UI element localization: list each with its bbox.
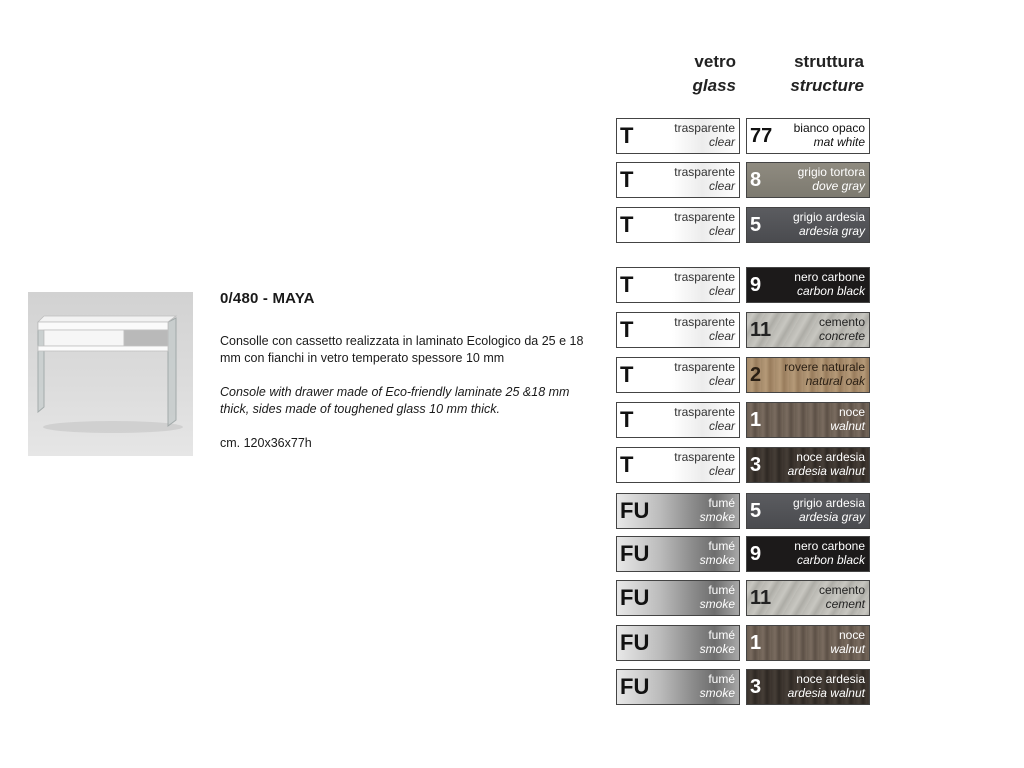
structure-name-italian: nero carbone: [794, 270, 865, 284]
structure-code: 77: [750, 125, 773, 147]
structure-code: 3: [750, 454, 762, 476]
structure-swatch: [746, 357, 870, 393]
finish-row: [616, 357, 870, 394]
glass-name-italian: trasparente: [674, 270, 735, 284]
structure-name-english: ardesia gray: [798, 510, 865, 524]
structure-name-italian: noce ardesia: [796, 672, 865, 686]
glass-code: T: [620, 317, 634, 342]
structure-swatch: [746, 669, 870, 705]
structure-code: 2: [750, 364, 762, 386]
glass-code: FU: [620, 585, 650, 610]
structure-name-english: dove gray: [812, 179, 865, 193]
structure-name-italian: nero carbone: [794, 539, 865, 553]
structure-code: 5: [750, 214, 762, 236]
glass-name-italian: trasparente: [674, 450, 735, 464]
glass-name-italian: trasparente: [674, 405, 735, 419]
glass-name-english: clear: [708, 464, 735, 478]
structure-name-english: cement: [825, 597, 865, 611]
structure-code: 1: [750, 632, 762, 654]
glass-name-english: clear: [708, 284, 735, 298]
structure-name-english: walnut: [830, 419, 865, 433]
glass-name-english: clear: [708, 224, 735, 238]
structure-name-italian: noce: [838, 405, 865, 419]
structure-header-italian: struttura: [794, 52, 864, 71]
finish-row: [616, 207, 870, 244]
glass-swatch: [616, 312, 740, 348]
finish-row: [616, 402, 870, 439]
structure-code: 5: [750, 500, 762, 522]
glass-code: FU: [620, 541, 650, 566]
glass-code: T: [620, 407, 634, 432]
finish-row: [616, 267, 870, 304]
finish-row: [616, 580, 870, 617]
structure-name-italian: cemento: [818, 583, 865, 597]
structure-name-english: ardesia gray: [798, 224, 865, 238]
glass-name-italian: trasparente: [674, 315, 735, 329]
structure-name-english: walnut: [830, 642, 865, 656]
glass-name-english: clear: [708, 135, 735, 149]
glass-name-italian: fumé: [708, 496, 735, 510]
glass-name-english: smoke: [699, 642, 735, 656]
structure-code: 8: [750, 169, 762, 191]
structure-name-english: concrete: [818, 329, 865, 343]
glass-code: T: [620, 123, 634, 148]
glass-code: T: [620, 452, 634, 477]
glass-name-english: clear: [708, 419, 735, 433]
glass-swatch: [616, 447, 740, 483]
glass-name-italian: trasparente: [674, 165, 735, 179]
structure-name-english: natural oak: [805, 374, 865, 388]
structure-code: 9: [750, 543, 762, 565]
structure-swatch: [746, 447, 870, 483]
structure-name-english: carbon black: [796, 553, 865, 567]
structure-swatch: [746, 536, 870, 572]
glass-name-english: clear: [708, 374, 735, 388]
finish-row: [616, 312, 870, 349]
product-dimensions: cm. 120x36x77h: [220, 436, 312, 450]
description-english: Console with drawer made of Eco-friendly laminate 25 &18 mm thick, sides made of toughened glass 10 mm thick.: [220, 385, 570, 416]
glass-header-english: glass: [692, 76, 736, 95]
finish-row: [616, 669, 870, 706]
glass-name-italian: fumé: [708, 628, 735, 642]
structure-swatch: [746, 207, 870, 243]
glass-swatch: [616, 207, 740, 243]
structure-code: 11: [750, 587, 772, 609]
glass-swatch: [616, 267, 740, 303]
glass-code: FU: [620, 674, 650, 699]
glass-code: T: [620, 212, 634, 237]
structure-code: 11: [750, 319, 772, 341]
structure-swatch: [746, 402, 870, 438]
finish-row: [616, 118, 870, 155]
glass-code: T: [620, 362, 634, 387]
glass-header-italian: vetro: [694, 52, 736, 71]
structure-name-english: mat white: [813, 135, 865, 149]
glass-code: T: [620, 272, 634, 297]
glass-swatch: [616, 402, 740, 438]
structure-name-english: carbon black: [796, 284, 865, 298]
glass-code: T: [620, 167, 634, 192]
glass-name-english: clear: [708, 329, 735, 343]
glass-code: FU: [620, 630, 650, 655]
glass-swatch: [616, 357, 740, 393]
structure-swatch: [746, 118, 870, 154]
product-photo: [28, 292, 193, 456]
product-code: 0/480 - MAYA: [220, 290, 315, 307]
structure-name-italian: rovere naturale: [784, 360, 865, 374]
structure-name-italian: noce ardesia: [796, 450, 865, 464]
glass-swatch: [616, 162, 740, 198]
glass-name-english: smoke: [699, 597, 735, 611]
structure-code: 1: [750, 409, 762, 431]
structure-name-english: ardesia walnut: [787, 464, 865, 478]
glass-name-italian: trasparente: [674, 121, 735, 135]
structure-name-italian: bianco opaco: [793, 121, 865, 135]
glass-swatch: [616, 118, 740, 154]
structure-swatch: [746, 580, 870, 616]
glass-name-italian: fumé: [708, 672, 735, 686]
structure-swatch: [746, 493, 870, 529]
console-illustration: [28, 292, 193, 456]
structure-code: 3: [750, 676, 762, 698]
product-description: [220, 290, 590, 469]
glass-code: FU: [620, 498, 650, 523]
structure-code: 9: [750, 274, 762, 296]
structure-swatch: [746, 162, 870, 198]
structure-header-english: structure: [790, 76, 864, 95]
glass-name-italian: fumé: [708, 583, 735, 597]
structure-name-italian: cemento: [818, 315, 865, 329]
structure-swatch: [746, 625, 870, 661]
structure-name-italian: grigio ardesia: [792, 210, 865, 224]
glass-swatch: [616, 625, 740, 661]
glass-swatch: [616, 669, 740, 705]
glass-name-english: smoke: [699, 686, 735, 700]
glass-name-italian: trasparente: [674, 210, 735, 224]
glass-swatch: [616, 493, 740, 529]
glass-swatch: [616, 580, 740, 616]
glass-column-header: [620, 50, 736, 98]
structure-name-italian: grigio tortora: [797, 165, 865, 179]
structure-name-italian: noce: [838, 628, 865, 642]
glass-name-italian: fumé: [708, 539, 735, 553]
glass-name-italian: trasparente: [674, 360, 735, 374]
finish-row: [616, 447, 870, 484]
structure-swatch: [746, 312, 870, 348]
description-italian: Consolle con cassetto realizzata in laminato Ecologico da 25 e 18 mm con fianchi in vetro temperato spessore 10 mm: [220, 334, 584, 365]
finish-row: [616, 162, 870, 199]
glass-swatch: [616, 536, 740, 572]
finish-row: [616, 625, 870, 662]
glass-name-english: smoke: [699, 553, 735, 567]
glass-name-english: clear: [708, 179, 735, 193]
finish-row: [616, 536, 870, 573]
structure-column-header: [760, 50, 864, 98]
glass-name-english: smoke: [699, 510, 735, 524]
structure-name-italian: grigio ardesia: [792, 496, 865, 510]
structure-swatch: [746, 267, 870, 303]
structure-name-english: ardesia walnut: [787, 686, 865, 700]
finish-row: [616, 493, 870, 530]
